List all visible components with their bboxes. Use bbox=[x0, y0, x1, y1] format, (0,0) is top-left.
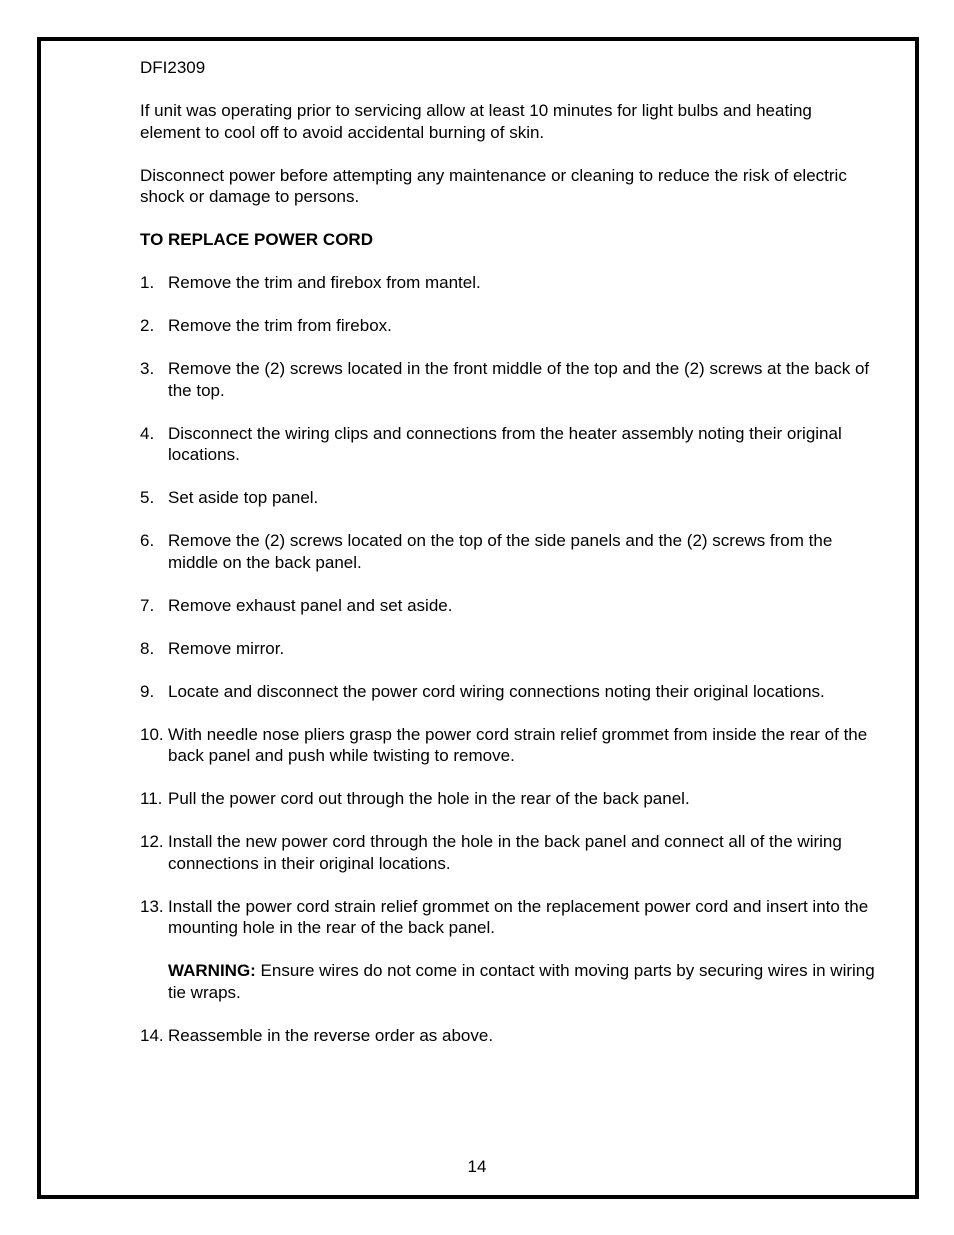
warning-label: WARNING: bbox=[168, 961, 256, 980]
step-item bbox=[140, 358, 875, 401]
step-text: Disconnect the wiring clips and connections from the heater assembly noting their original locations. bbox=[168, 423, 842, 464]
step-text: Remove the (2) screws located on the top of the side panels and the (2) screws from the middle on the back panel. bbox=[168, 531, 833, 572]
step-number: 7. bbox=[140, 595, 155, 615]
intro-paragraph-disconnect: Disconnect power before attempting any maintenance or cleaning to reduce the risk of electric shock or damage to persons. bbox=[140, 165, 847, 206]
step-text: Remove the trim from firebox. bbox=[168, 316, 392, 335]
step-item bbox=[140, 831, 875, 874]
page-content bbox=[140, 57, 875, 1068]
step-text: Reassemble in the reverse order as above. bbox=[168, 1025, 494, 1045]
step-item bbox=[140, 681, 875, 703]
step-item bbox=[140, 1025, 875, 1047]
step-text: Locate and disconnect the power cord wiring connections noting their original locations. bbox=[168, 681, 825, 701]
step-item bbox=[140, 272, 875, 294]
step-number: 12. bbox=[140, 832, 164, 851]
step-number: 2. bbox=[140, 316, 155, 335]
step-text: With needle nose pliers grasp the power cord strain relief grommet from inside the rear of the back panel and push while twisting to remove. bbox=[168, 724, 868, 765]
warning-text: Ensure wires do not come in contact with moving parts by securing wires in wiring tie wraps. bbox=[168, 961, 875, 1002]
step-number: 10. bbox=[140, 724, 164, 744]
step-number: 6. bbox=[140, 531, 155, 550]
step-number: 14. bbox=[140, 1025, 164, 1045]
step-item bbox=[140, 487, 875, 509]
step-number: 9. bbox=[140, 681, 155, 701]
section-title: TO REPLACE POWER CORD bbox=[140, 230, 373, 249]
step-text: Pull the power cord out through the hole in the rear of the back panel. bbox=[168, 789, 690, 808]
step-number: 1. bbox=[140, 273, 155, 292]
step-item bbox=[140, 595, 875, 617]
step-text: Remove exhaust panel and set aside. bbox=[168, 595, 453, 615]
step-number: 13. bbox=[140, 896, 164, 916]
step-number: 5. bbox=[140, 488, 155, 507]
warning-note bbox=[168, 960, 875, 1003]
document-id: DFI2309 bbox=[140, 58, 206, 77]
page-number: 14 bbox=[467, 1157, 487, 1176]
step-item bbox=[140, 638, 875, 660]
step-item bbox=[140, 423, 875, 466]
steps-list bbox=[140, 272, 875, 1046]
step-item bbox=[140, 530, 875, 573]
step-text: Set aside top panel. bbox=[168, 488, 319, 507]
step-text: Remove the trim and firebox from mantel. bbox=[168, 273, 481, 292]
step-text: Install the new power cord through the hole in the back panel and connect all of the wiring connections in their original locations. bbox=[168, 832, 842, 873]
step-number: 8. bbox=[140, 638, 155, 658]
step-number: 4. bbox=[140, 423, 155, 443]
step-item bbox=[140, 315, 875, 337]
step-item bbox=[140, 896, 875, 1004]
step-text: Remove the (2) screws located in the front middle of the top and the (2) screws at the back of the top. bbox=[168, 359, 870, 400]
step-number: 11. bbox=[140, 789, 163, 808]
step-item bbox=[140, 788, 875, 810]
step-text: Install the power cord strain relief grommet on the replacement power cord and insert into the mounting hole in the rear of the back panel. bbox=[168, 896, 869, 937]
step-number: 3. bbox=[140, 359, 155, 378]
step-text: Remove mirror. bbox=[168, 638, 285, 658]
intro-paragraph-cooling: If unit was operating prior to servicing allow at least 10 minutes for light bulbs and heating element to cool off to avoid accidental burning of skin. bbox=[140, 101, 812, 142]
step-item bbox=[140, 724, 875, 767]
